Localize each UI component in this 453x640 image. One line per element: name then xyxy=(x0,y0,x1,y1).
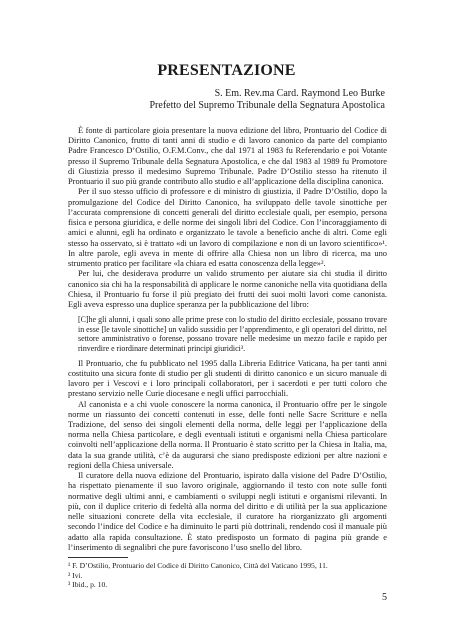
body-text xyxy=(68,126,387,553)
footnote: ² Ivi. xyxy=(68,570,83,580)
paragraph: Per il suo stesso ufficio di professore e di ministro di giustizia, il Padre D’Ostilio, dopo la promulgazione del Codice del Diritto Canonico, ha sviluppato delle tavole sinottiche per l’accurata comprensione di concetti generali del diritto ecclesiale quali, per esempio, persona fisica e persona giuridica, e delle norme dei singoli libri del Codice. Con l’incoraggiamento di amici e alunni, egli ha ordinato e organizzato le tavole a beneficio anche di altri. Come egli stesso ha osservato, si è trattato «di un lavoro di compilazione e non di un lavoro scientifico»¹. In altre parole, egli aveva in mente di offrire alla Chiesa non un libro di ricerca, ma uno strumento pratico per facilitare «la chiara ed esatta conoscenza della legge»². xyxy=(68,187,387,269)
footnotes xyxy=(68,557,387,590)
paragraph: Il curatore della nuova edizione del Prontuario, ispirato dalla visione del Padre D’Ostilio, ha rispettato pienamente il suo lavoro originale, aggiornando il testo con note sulle fonti normative degli ultimi anni, e cambiamenti o sviluppi negli istituti e organismi rilevanti. In più, con il duplice criterio di fedeltà alla norma del diritto e di utilità per la sua applicazione nelle situazioni concrete della vita ecclesiale, il curatore ha riorganizzato gli argomenti secondo l’indice del Codice e ha diminuito le parti più dottrinali, rendendo così il manuale più adatto alla rapida consultazione. È stato predisposto un formato di pagina più grande e l’inserimento di segnalibri che pure favoriscono l’uso snello del libro. xyxy=(68,471,387,552)
author-role: Prefetto del Supremo Tribunale della Segnatura Apostolica xyxy=(149,100,385,111)
block-quote: [C]he gli alunni, i quali sono alle prime prese con lo studio del diritto ecclesiale, possano trovare in esse [le tavole sinottiche] un valido sussidio per l’apprendimento, e gli operatori del diritto, nel settore amministrativo o forense, possano trovare nelle medesime un mezzo facile e rapido per rinverdire e riordinare determinati principi giuridici³. xyxy=(78,315,387,353)
footnote: ³ Ibid., p. 10. xyxy=(68,580,108,589)
paragraph: Al canonista e a chi vuole conoscere la norma canonica, il Prontuario offre per le singole norme un riassunto dei concetti contenuti in esse, delle fonti nelle Sacre Scritture e nella Tradizione, del senso dei singoli elementi della norma, delle leggi per l’applicazione della norma nella Chiesa particolare, e degli eventuali istituti e organismi nella Chiesa particolare coinvolti nell’applicazione della norma. Il Prontuario è stato scritto per la Chiesa in Italia, ma, data la sua grande utilità, c’è da augurarsi che siano predisposte edizioni per altre nazioni e regioni della Chiesa universale. xyxy=(68,399,387,470)
paragraph: È fonte di particolare gioia presentare la nuova edizione del libro, Prontuario del Codice di Diritto Canonico, frutto di tanti anni di studio e di lavoro canonico da parte del compianto Padre Francesco D’Ostilio, O.F.M.Conv., che dal 1971 al 1983 fu Referendario e poi Votante presso il Supremo Tribunale della Segnatura Apostolica, e che dal 1983 al 1989 fu Promotore di Giustizia presso il medesimo Supremo Tribunale. Padre D’Ostilio stesso ha ritenuto il Prontuario il suo più grande contributo allo studio e all’applicazione della disciplina canonica. xyxy=(68,126,387,187)
page-title: PRESENTAZIONE xyxy=(157,62,296,79)
paragraph: Il Prontuario, che fu pubblicato nel 1995 dalla Libreria Editrice Vaticana, ha per tanti anni costituito una sicura fonte di studio per gli studenti di diritto canonico e un sicuro manuale di lavoro per i Vescovi e i loro principali collaboratori, per i sacerdoti e per tutti coloro che prestano servizio nelle Curie diocesane e negli uffici parrocchiali. xyxy=(68,358,387,399)
footnote-rule xyxy=(68,557,128,558)
author-name: S. Em. Rev.ma Card. Raymond Leo Burke xyxy=(214,88,385,99)
author-block xyxy=(149,88,385,112)
page-number: 5 xyxy=(382,592,387,603)
footnote: ¹ F. D’Ostilio, Prontuario del Codice di Diritto Canonico, Città del Vaticano 1995, 11. xyxy=(68,561,328,570)
paragraph: Per lui, che desiderava produrre un valido strumento per aiutare sia chi studia il diritto canonico sia chi ha la responsabilità di applicare le norme canoniche nella vita quotidiana della Chiesa, il Prontuario fu forse il più pregiato dei frutti dei suoi molti lavori come canonista. Egli aveva espresso una duplice speranza per la pubblicazione del libro: xyxy=(68,269,387,309)
